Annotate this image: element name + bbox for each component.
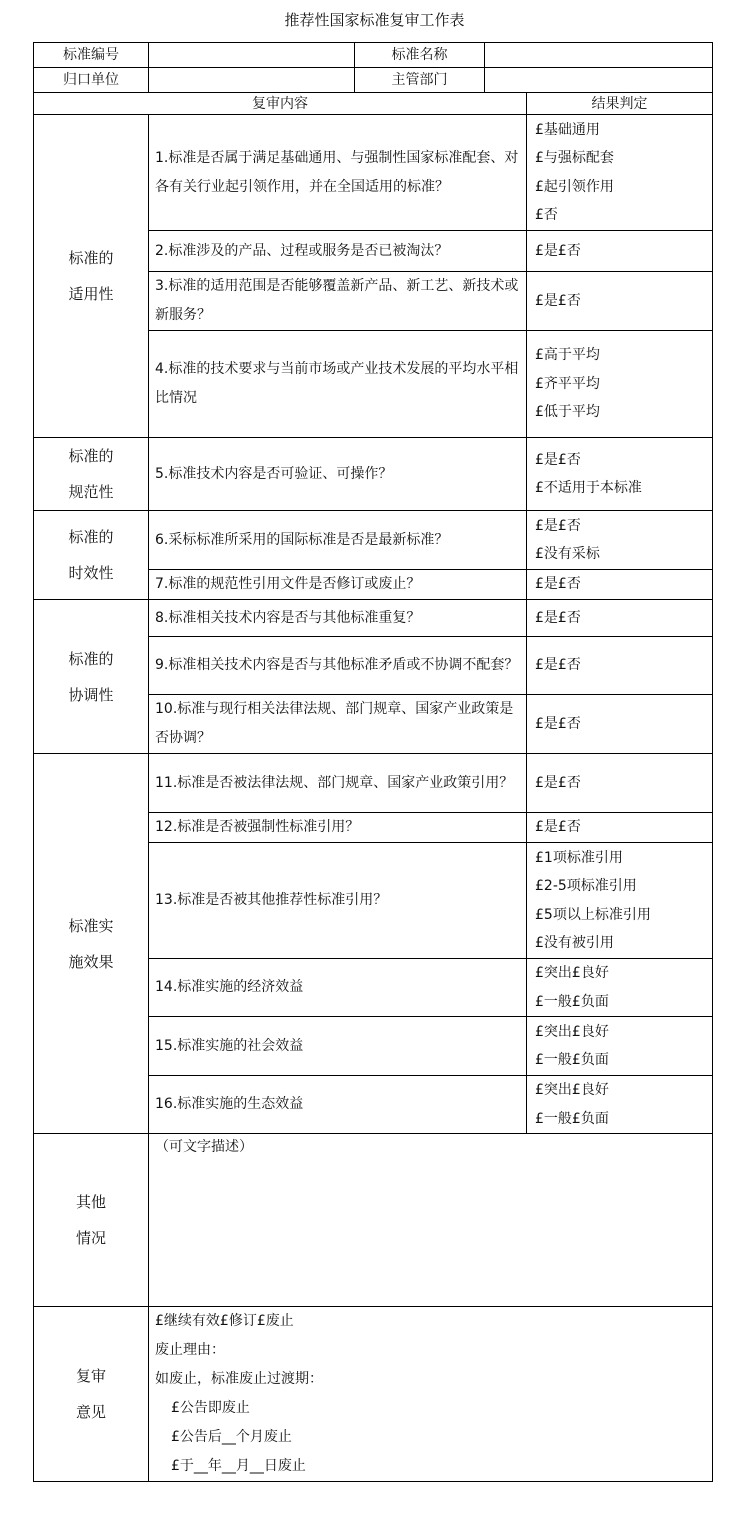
header-row-2	[34, 68, 713, 93]
question-5: 5.标准技术内容是否可验证、可操作？	[149, 438, 527, 511]
authority-label: 主管部门	[355, 68, 485, 93]
answer-9[interactable]: £是£否	[527, 637, 713, 695]
question-2: 2.标准涉及的产品、过程或服务是否已被淘汰？	[149, 231, 527, 272]
answer-4[interactable]: £高于平均 £齐平平均 £低于平均	[527, 331, 713, 438]
opinion-option-months[interactable]: £公告后__个月废止	[171, 1429, 292, 1445]
opinion-transition-label: 如废止，标准废止过渡期：	[155, 1371, 323, 1387]
question-15: 15.标准实施的社会效益	[149, 1017, 527, 1076]
opinion-decision[interactable]: £继续有效£修订£废止	[155, 1313, 294, 1329]
header-row-1	[34, 43, 713, 68]
answer-6[interactable]: £是£否 £没有采标	[527, 511, 713, 570]
result-column-header: 结果判定	[527, 93, 713, 115]
question-7: 7.标准的规范性引用文件是否修订或废止？	[149, 570, 527, 600]
question-8: 8.标准相关技术内容是否与其他标准重复？	[149, 600, 527, 637]
dept-label: 归口单位	[34, 68, 149, 93]
category-opinion: 复审 意见	[34, 1307, 149, 1482]
question-16: 16.标准实施的生态效益	[149, 1076, 527, 1134]
category-other: 其他 情况	[34, 1134, 149, 1307]
category-coordination: 标准的 协调性	[34, 600, 149, 754]
answer-12[interactable]: £是£否	[527, 813, 713, 843]
other-note-hint: （可文字描述）	[155, 1139, 253, 1155]
category-effect: 标准实 施效果	[34, 754, 149, 1134]
opinion-field[interactable]	[149, 1307, 713, 1482]
std-name-field[interactable]	[485, 43, 713, 68]
dept-field[interactable]	[149, 68, 355, 93]
answer-16[interactable]: £突出£良好 £一般£负面	[527, 1076, 713, 1134]
category-normativity: 标准的 规范性	[34, 438, 149, 511]
answer-5[interactable]: £是£否 £不适用于本标准	[527, 438, 713, 511]
question-1: 1.标准是否属于满足基础通用、与强制性国家标准配套、对各有关行业起引领作用，并在全国适用的标准？	[149, 115, 527, 231]
answer-15[interactable]: £突出£良好 £一般£负面	[527, 1017, 713, 1076]
std-no-field[interactable]	[149, 43, 355, 68]
question-row-11	[34, 754, 713, 813]
review-form-table	[33, 42, 713, 1482]
authority-field[interactable]	[485, 68, 713, 93]
answer-3[interactable]: £是£否	[527, 272, 713, 331]
page-title: 推荐性国家标准复审工作表	[284, 11, 465, 29]
question-row-6	[34, 511, 713, 570]
question-row-8	[34, 600, 713, 637]
answer-7[interactable]: £是£否	[527, 570, 713, 600]
opinion-row	[34, 1307, 713, 1482]
question-12: 12.标准是否被强制性标准引用？	[149, 813, 527, 843]
question-4: 4.标准的技术要求与当前市场或产业技术发展的平均水平相比情况	[149, 331, 527, 438]
other-row	[34, 1134, 713, 1307]
answer-14[interactable]: £突出£良好 £一般£负面	[527, 959, 713, 1017]
category-timeliness: 标准的 时效性	[34, 511, 149, 600]
answer-2[interactable]: £是£否	[527, 231, 713, 272]
question-10: 10.标准与现行相关法律法规、部门规章、国家产业政策是否协调？	[149, 695, 527, 754]
question-9: 9.标准相关技术内容是否与其他标准矛盾或不协调不配套？	[149, 637, 527, 695]
answer-13[interactable]: £1项标准引用 £2-5项标准引用 £5项以上标准引用 £没有被引用	[527, 843, 713, 959]
column-header-row	[34, 93, 713, 115]
question-row-1	[34, 115, 713, 231]
answer-8[interactable]: £是£否	[527, 600, 713, 637]
other-description-field[interactable]	[149, 1134, 713, 1307]
question-11: 11.标准是否被法律法规、部门规章、国家产业政策引用？	[149, 754, 527, 813]
opinion-reason-label: 废止理由：	[155, 1342, 225, 1358]
opinion-option-immediate[interactable]: £公告即废止	[171, 1400, 250, 1416]
answer-11[interactable]: £是£否	[527, 754, 713, 813]
question-row-5	[34, 438, 713, 511]
opinion-option-date[interactable]: £于__年__月__日废止	[171, 1458, 306, 1474]
question-6: 6.采标标准所采用的国际标准是否是最新标准？	[149, 511, 527, 570]
std-name-label: 标准名称	[355, 43, 485, 68]
category-applicability: 标准的 适用性	[34, 115, 149, 438]
question-13: 13.标准是否被其他推荐性标准引用？	[149, 843, 527, 959]
std-no-label: 标准编号	[34, 43, 149, 68]
question-3: 3.标准的适用范围是否能够覆盖新产品、新工艺、新技术或新服务？	[149, 272, 527, 331]
content-column-header: 复审内容	[34, 93, 527, 115]
answer-1[interactable]: £基础通用 £与强标配套 £起引领作用 £否	[527, 115, 713, 231]
answer-10[interactable]: £是£否	[527, 695, 713, 754]
question-14: 14.标准实施的经济效益	[149, 959, 527, 1017]
